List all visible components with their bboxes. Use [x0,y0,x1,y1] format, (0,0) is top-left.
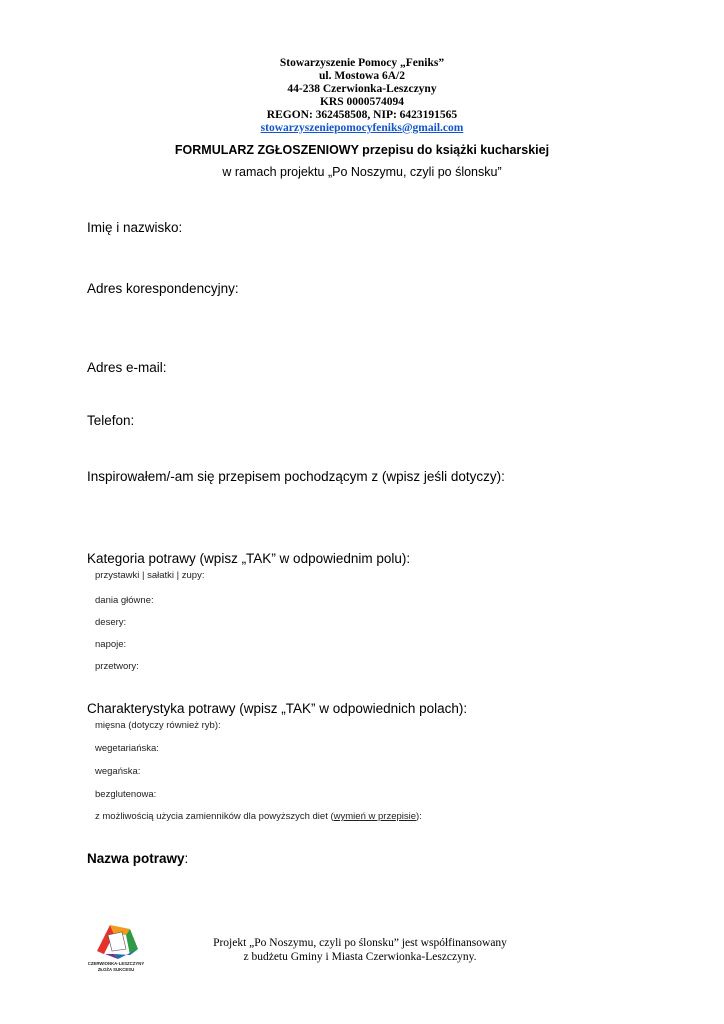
dish-name-colon: : [184,851,189,866]
org-regon-nip: REGON: 362458508, NIP: 6423191565 [266,108,458,121]
category-option-main-dishes: dania główne: [95,595,154,606]
footer-funding-note [195,936,525,964]
logo-text-line2: ZŁOŻA SUKCESU [97,967,135,972]
org-city: 44-238 Czerwionka-Leszczyny [287,82,437,95]
characteristics-label: Charakterystyka potrawy (wpisz „TAK” w odpowiednich polach): [87,701,468,716]
footer-line-2: z budżetu Gminy i Miasta Czerwionka-Leszczyny. [243,951,477,963]
czerwionka-leszczyny-logo [88,921,144,977]
phone-field-label: Telefon: [87,413,135,428]
name-field-label: Imię i nazwisko: [87,220,183,235]
characteristic-option-vegetarian: wegetariańska: [95,743,159,754]
org-krs: KRS 0000574094 [319,95,405,108]
dish-name-field [87,851,188,866]
substitutes-prefix: z możliwością użycia zamienników dla powyższych diet ( [95,811,334,822]
address-field-label: Adres korespondencyjny: [87,281,239,296]
substitutes-suffix: ): [416,811,422,822]
characteristic-substitutes-note [95,811,422,822]
characteristic-option-vegan: wegańska: [95,766,141,777]
organization-header [0,57,724,134]
category-option-desserts: desery: [95,617,127,628]
form-subtitle: w ramach projektu „Po Noszymu, czyli po ślonsku” [222,165,502,179]
org-name: Stowarzyszenie Pomocy „Feniks” [279,57,445,69]
logo-text-line1: CZERWIONKA-LESZCZYNY [88,961,144,966]
form-title: FORMULARZ ZGŁOSZENIOWY przepisu do książki kucharskiej [174,143,550,157]
category-label: Kategoria potrawy (wpisz „TAK” w odpowiednim polu): [87,551,411,566]
category-option-drinks: napoje: [95,639,127,650]
dish-name-label: Nazwa potrawy [87,851,185,866]
footer-line-1: Projekt „Po Noszymu, czyli po ślonsku” jest współfinansowany [213,937,507,949]
org-street: ul. Mostowa 6A/2 [319,69,405,82]
characteristic-option-gluten-free: bezglutenowa: [95,789,157,800]
substitutes-underlined: wymień w przepisie [333,811,417,822]
category-option-starters: przystawki | sałatki | zupy: [95,570,205,581]
email-field-label: Adres e-mail: [87,360,167,375]
category-option-preserves: przetwory: [95,661,139,672]
characteristic-option-meat: mięsna (dotyczy również ryb): [95,720,221,731]
inspiration-field-label: Inspirowałem/-am się przepisem pochodzącym z (wpisz jeśli dotyczy): [87,469,505,484]
org-email-link[interactable]: stowarzyszeniepomocyfeniks@gmail.com [260,121,464,134]
